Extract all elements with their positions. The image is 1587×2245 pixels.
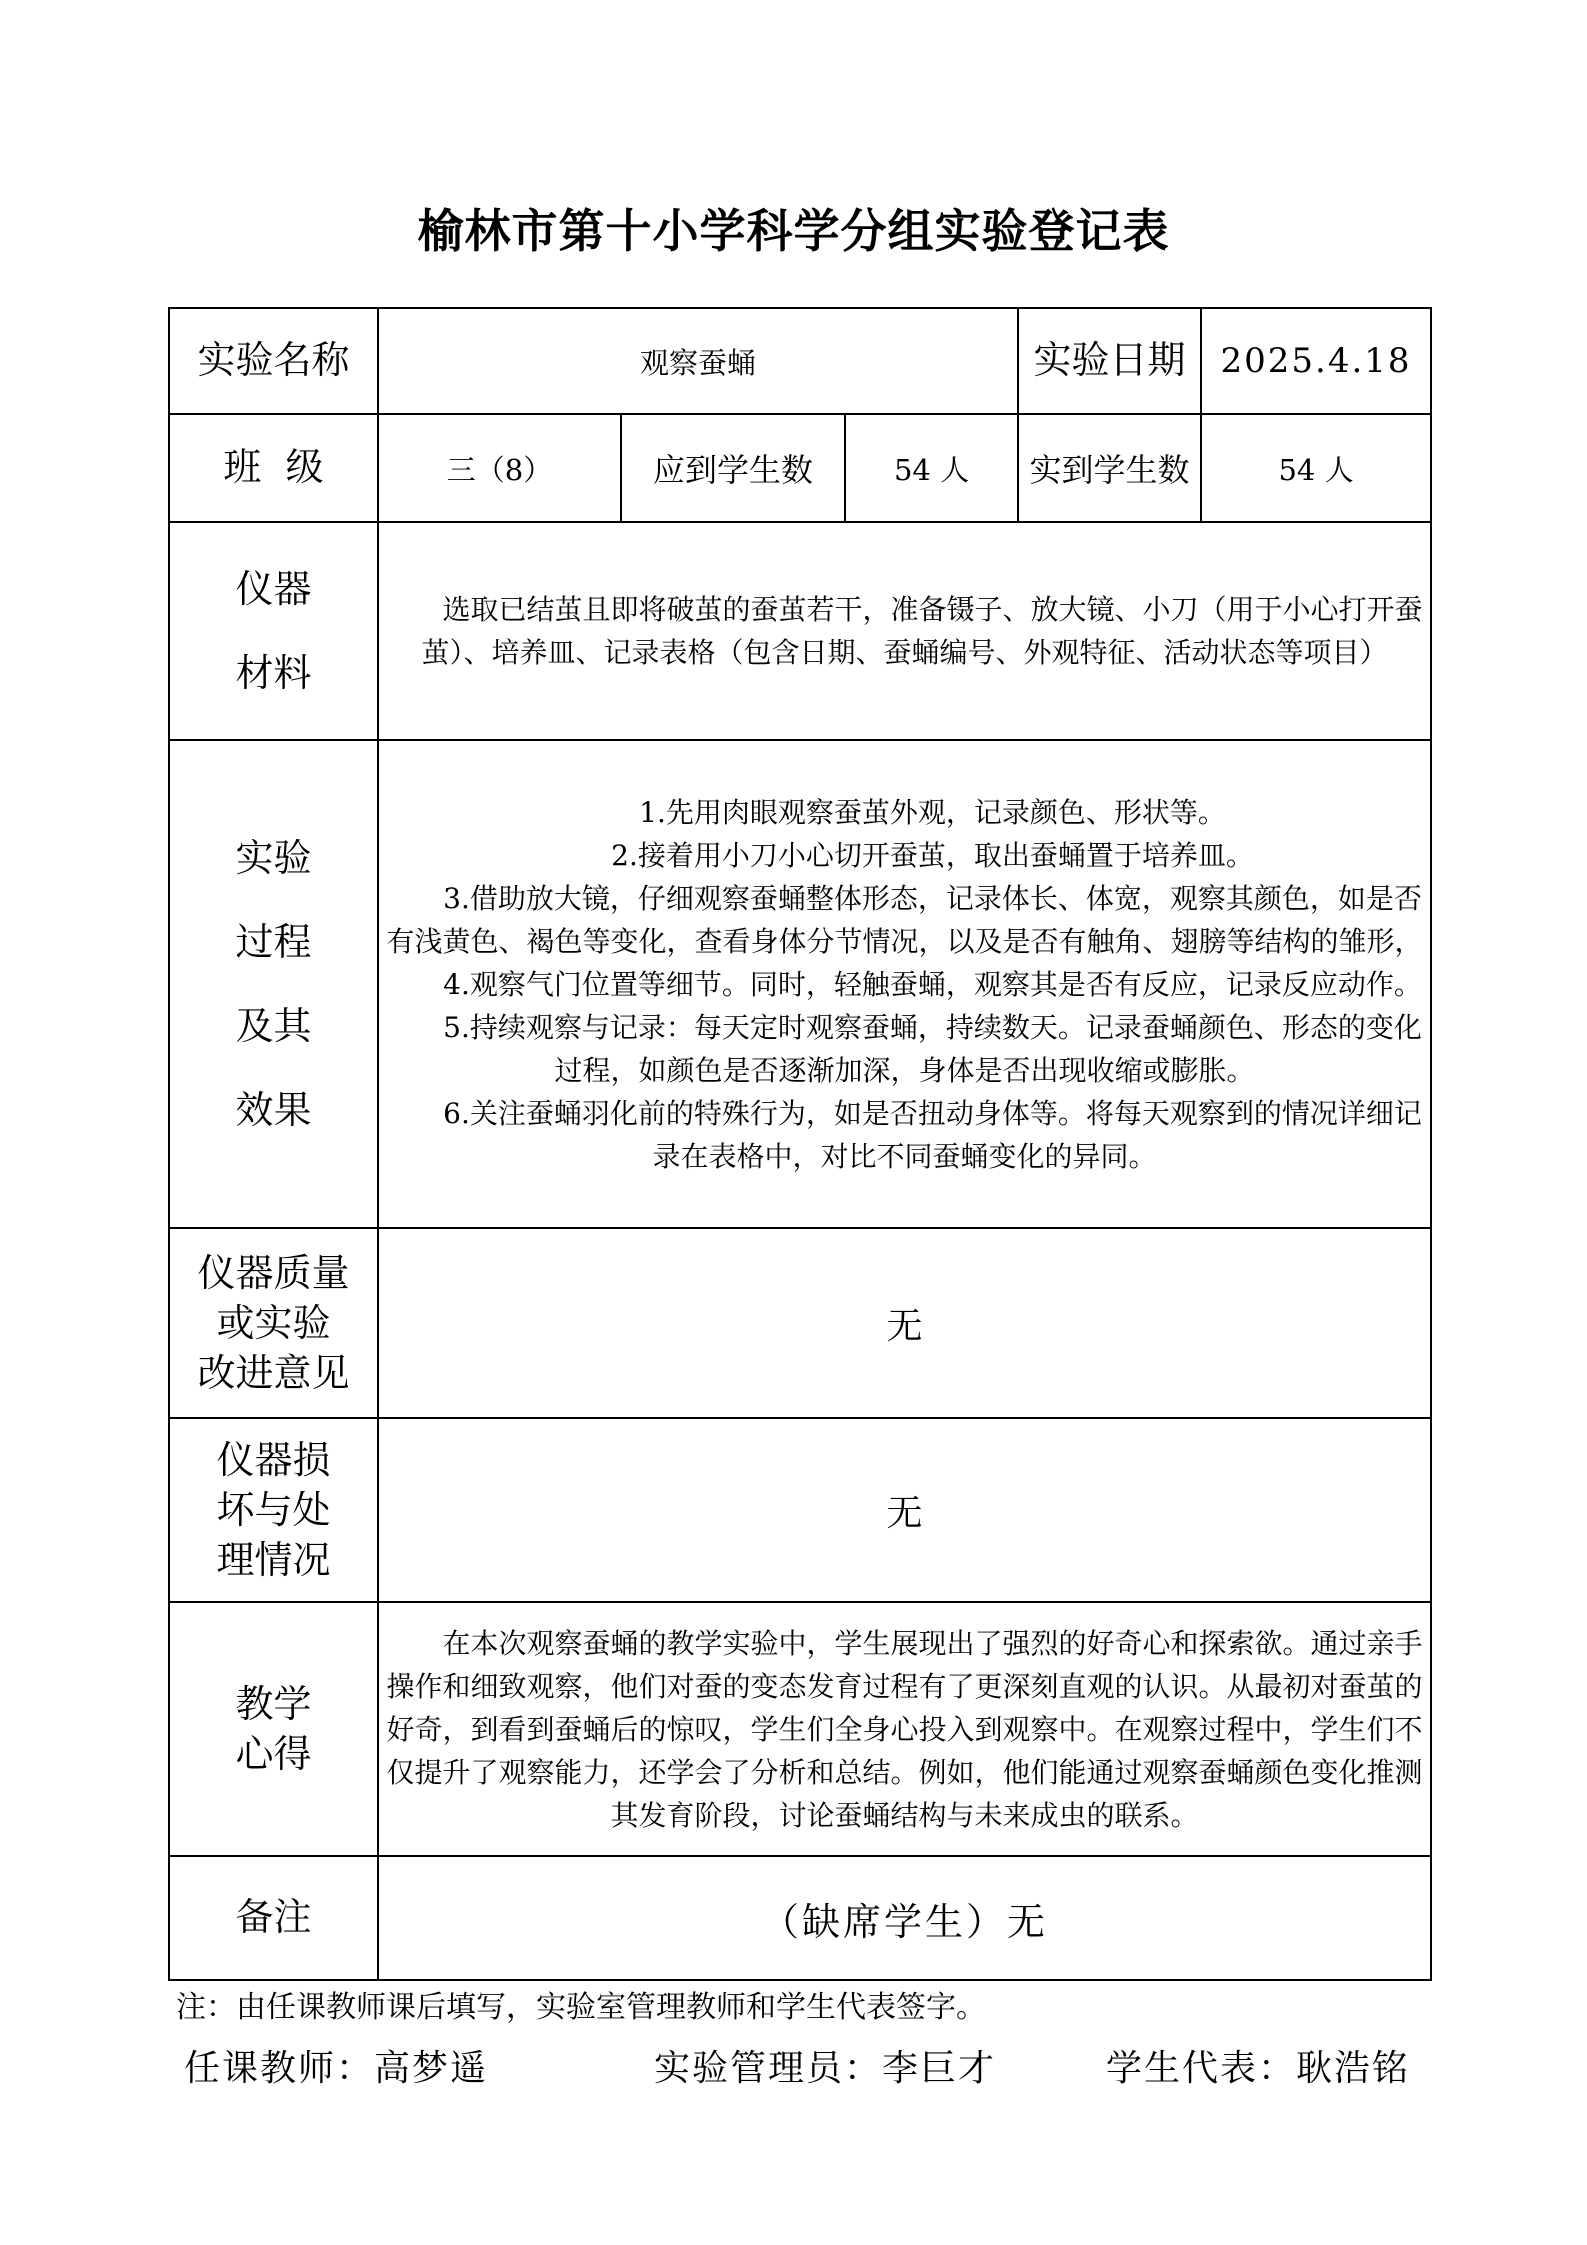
actual-students-value: 54 人 xyxy=(1201,414,1431,522)
fill-note: 注：由任课教师课后填写，实验室管理教师和学生代表签字。 xyxy=(176,1990,986,2025)
experiment-registration-table xyxy=(168,307,1432,1981)
class-value: 三（8） xyxy=(378,414,621,522)
materials-text: 选取已结茧且即将破茧的蚕茧若干，准备镊子、放大镜、小刀（用于小心打开蚕茧）、培养皿、记录表格（包含日期、蚕蛹编号、外观特征、活动状态等项目） xyxy=(378,522,1431,740)
experiment-date-label: 实验日期 xyxy=(1018,308,1201,414)
row-experiment-name xyxy=(169,308,1431,414)
damage-value: 无 xyxy=(378,1418,1431,1602)
reflection-label: 教学 心得 xyxy=(169,1602,378,1856)
student-signature: 学生代表：耿浩铭 xyxy=(1106,2048,1411,2089)
process-step: 3.借助放大镜，仔细观察蚕蛹整体形态，记录体长、体宽，观察其颜色，如是否有浅黄色、褐色等变化，查看身体分节情况，以及是否有触角、翅膀等结构的雏形， xyxy=(386,881,1423,958)
reflection-text: 在本次观察蚕蛹的教学实验中，学生展现出了强烈的好奇心和探索欲。通过亲手操作和细致观察，他们对蚕的变态发育过程有了更深刻直观的认识。从最初对蚕茧的好奇，到看到蚕蛹后的惊叹，学生们全身心投入到观察中。在观察过程中，学生们不仅提升了观察能力，还学会了分析和总结。例如，他们能通过观察蚕蛹颜色变化推测其发育阶段，讨论蚕蛹结构与未来成虫的联系。 xyxy=(378,1602,1431,1856)
process-step: 2.接着用小刀小心切开蚕茧，取出蚕蛹置于培养皿。 xyxy=(611,838,1254,872)
materials-label: 仪器 材料 xyxy=(169,522,378,740)
remarks-value: （缺席学生）无 xyxy=(378,1856,1431,1980)
class-label: 班 级 xyxy=(169,414,378,522)
process-step: 6.关注蚕蛹羽化前的特殊行为，如是否扭动身体等。将每天观察到的情况详细记录在表格中，对比不同蚕蛹变化的异同。 xyxy=(443,1096,1422,1173)
expected-students-value: 54 人 xyxy=(845,414,1018,522)
experiment-date-value: 2025.4.18 xyxy=(1201,308,1431,414)
row-materials xyxy=(169,522,1431,740)
experiment-name-label: 实验名称 xyxy=(169,308,378,414)
row-reflection xyxy=(169,1602,1431,1856)
expected-students-label: 应到学生数 xyxy=(621,414,845,522)
process-label: 实验 过程 及其 效果 xyxy=(169,740,378,1228)
process-step: 5.持续观察与记录：每天定时观察蚕蛹，持续数天。记录蚕蛹颜色、形态的变化过程，如颜色是否逐渐加深，身体是否出现收缩或膨胀。 xyxy=(443,1010,1422,1087)
damage-label: 仪器损 坏与处 理情况 xyxy=(169,1418,378,1602)
row-remarks xyxy=(169,1856,1431,1980)
remarks-label: 备注 xyxy=(169,1856,378,1980)
row-damage xyxy=(169,1418,1431,1602)
actual-students-label: 实到学生数 xyxy=(1018,414,1201,522)
quality-label: 仪器质量 或实验 改进意见 xyxy=(169,1228,378,1418)
row-class xyxy=(169,414,1431,522)
experiment-name-value: 观察蚕蛹 xyxy=(378,308,1018,414)
teacher-signature: 任课教师：高梦遥 xyxy=(184,2048,489,2089)
process-steps xyxy=(378,740,1431,1228)
process-step: 4.观察气门位置等细节。同时，轻触蚕蛹，观察其是否有反应，记录反应动作。 xyxy=(443,967,1422,1001)
row-quality xyxy=(169,1228,1431,1418)
quality-value: 无 xyxy=(378,1228,1431,1418)
process-step: 1.先用肉眼观察蚕茧外观，记录颜色、形状等。 xyxy=(639,795,1226,829)
row-process xyxy=(169,740,1431,1228)
admin-signature: 实验管理员：李巨才 xyxy=(654,2048,997,2089)
page-title: 榆林市第十小学科学分组实验登记表 xyxy=(417,204,1170,258)
